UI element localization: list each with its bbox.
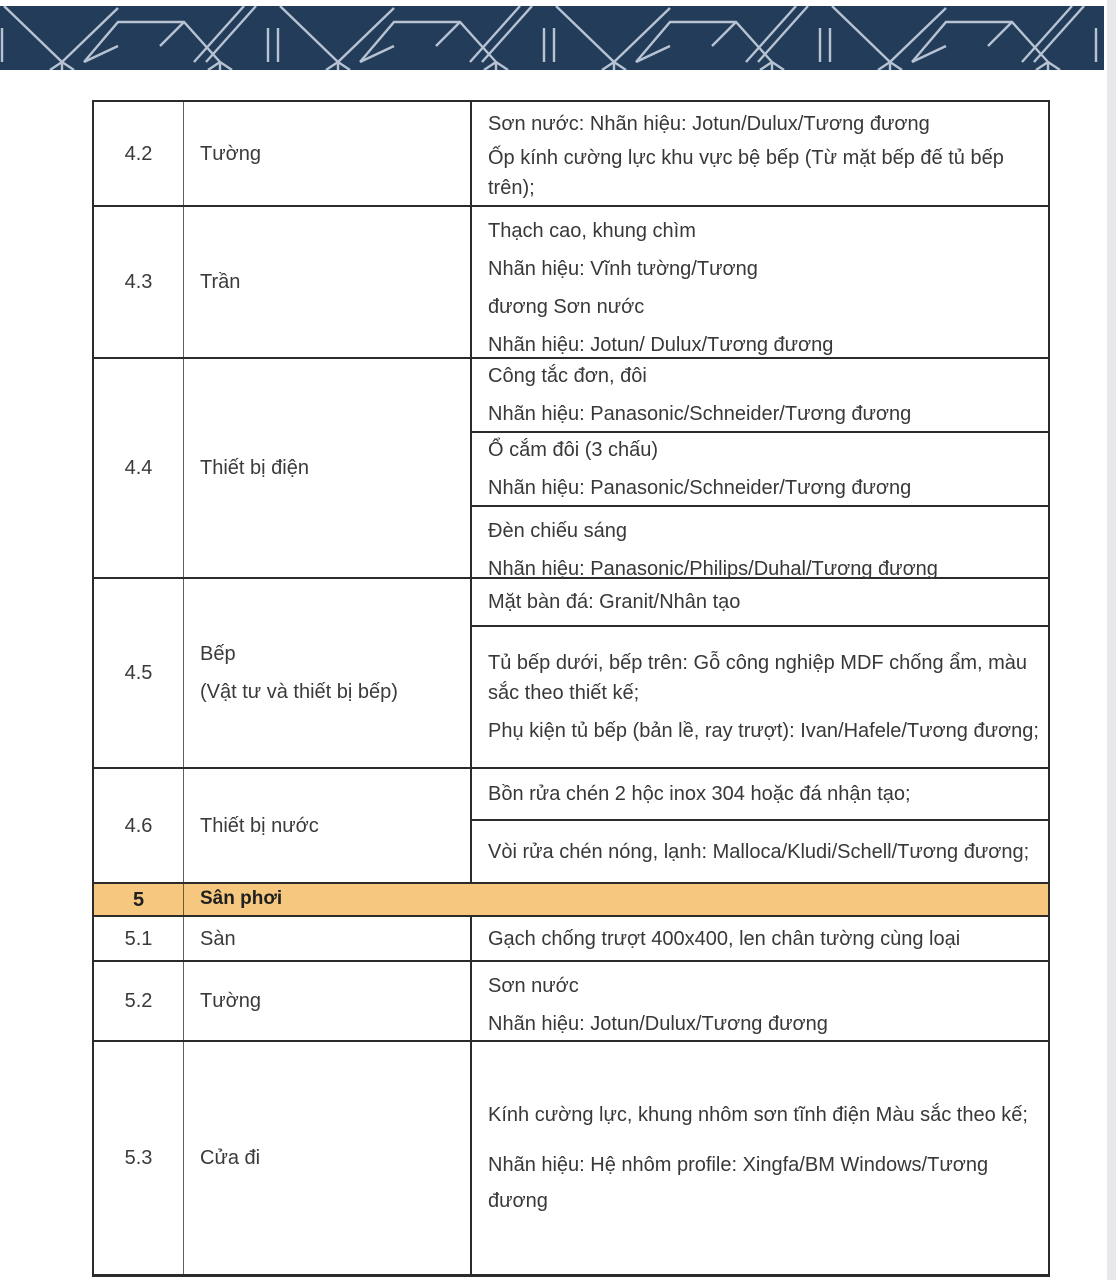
spec-line: Nhãn hiệu: Panasonic/Schneider/Tương đương [488,403,912,425]
spec-line: Gạch chống trượt 400x400, len chân tường cùng loại [488,928,961,950]
table-row [94,769,1048,884]
spec-cell [472,433,1048,507]
table-row [94,962,1048,1042]
category-line: Bếp [200,643,236,665]
section-row [94,884,1048,917]
category-line: Tường [200,142,261,165]
spec-line: Ốp kính cường lực khu vực bệ bếp (Từ mặt bếp đế tủ bếp trên); [488,147,1004,199]
table-row [94,102,1048,207]
header-pattern-band [0,6,1104,70]
spec-line: Nhãn hiệu: Panasonic/Schneider/Tương đương [488,477,912,499]
row-specs [472,359,1048,580]
spec-line: Công tắc đơn, đôi [488,365,647,387]
spec-line: Sơn nước: Nhãn hiệu: Jotun/Dulux/Tương đương [488,113,930,135]
spec-cell [472,207,1048,369]
spec-cell [472,359,1048,433]
spec-line: Bồn rửa chén 2 hộc inox 304 hoặc đá nhận tạo; [488,783,911,805]
row-specs [472,962,1048,1040]
geometric-pattern-icon [0,6,1104,70]
table-row [94,579,1048,769]
row-category [184,962,472,1040]
category-line: Thiết bị điện [200,457,309,479]
page-edge-strip [1107,0,1116,1280]
table-row [94,207,1048,359]
row-specs [472,769,1048,882]
spec-line: Nhãn hiệu: Jotun/Dulux/Tương đương [488,1013,828,1035]
row-number: 4.4 [94,359,184,577]
spec-cell [472,627,1048,767]
category-line: Sàn [200,927,236,950]
spec-line: Nhãn hiệu: Vĩnh tường/Tương [488,258,758,280]
category-line: Cửa đi [200,1147,261,1169]
spec-line: Phụ kiện tủ bếp (bản lề, ray trượt): Ivan/Hafele/Tương đương; [488,720,1039,742]
spec-cell [472,769,1048,821]
spec-line: Đèn chiếu sáng [488,520,627,542]
table-row [94,359,1048,579]
section-title: Sân phơi [200,888,283,910]
spec-cell [472,821,1048,882]
spec-line: Kính cường lực, khung nhôm sơn tĩnh điện Màu sắc theo kế; [488,1104,1028,1126]
spec-line: đương Sơn nước [488,296,645,318]
spec-line: Ổ cắm đôi (3 chấu) [488,439,659,461]
row-number: 5.2 [94,962,184,1040]
row-number: 4.2 [94,102,184,205]
spec-cell [472,1042,1048,1274]
row-category [184,359,472,577]
row-specs [472,207,1048,357]
row-number: 4.5 [94,579,184,767]
spec-cell [472,579,1048,627]
category-line: Tường [200,990,261,1012]
row-specs [472,917,1048,960]
spec-line: Sơn nước [488,975,579,997]
spec-line: Nhãn hiệu: Jotun/ Dulux/Tương đương [488,334,834,356]
spec-line: Nhãn hiệu: Hệ nhôm profile: Xingfa/BM Windows/Tương đương [488,1154,989,1212]
spec-cell [472,917,1048,961]
row-specs [472,102,1048,205]
category-line: Thiết bị nước [200,814,319,837]
category-line: Trần [200,271,241,293]
row-specs [472,1042,1048,1274]
row-specs [472,579,1048,767]
row-number: 5.3 [94,1042,184,1274]
row-category [184,102,472,205]
row-category [184,579,472,767]
row-number: 4.3 [94,207,184,357]
spec-line: Mặt bàn đá: Granit/Nhân tạo [488,591,741,613]
spec-line: Vòi rửa chén nóng, lạnh: Malloca/Kludi/Schell/Tương đương; [488,840,1030,863]
row-category [184,917,472,960]
row-category [184,207,472,357]
spec-cell [472,102,1048,210]
category-line: (Vật tư và thiết bị bếp) [200,681,398,703]
spec-line: Tủ bếp dưới, bếp trên: Gỗ công nghiệp MDF chống ẩm, màu sắc theo thiết kế; [488,652,1028,704]
row-number: 4.6 [94,769,184,882]
spec-table [92,100,1050,1277]
row-category [184,1042,472,1274]
row-number: 5.1 [94,917,184,960]
table-row [94,1042,1048,1274]
spec-line: Nhãn hiệu: Panasonic/Philips/Duhal/Tương đương [488,558,938,580]
spec-cell [472,962,1048,1048]
table-row [94,917,1048,962]
spec-line: Thạch cao, khung chìm [488,220,696,242]
row-category [184,769,472,882]
row-number: 5 [94,884,184,915]
